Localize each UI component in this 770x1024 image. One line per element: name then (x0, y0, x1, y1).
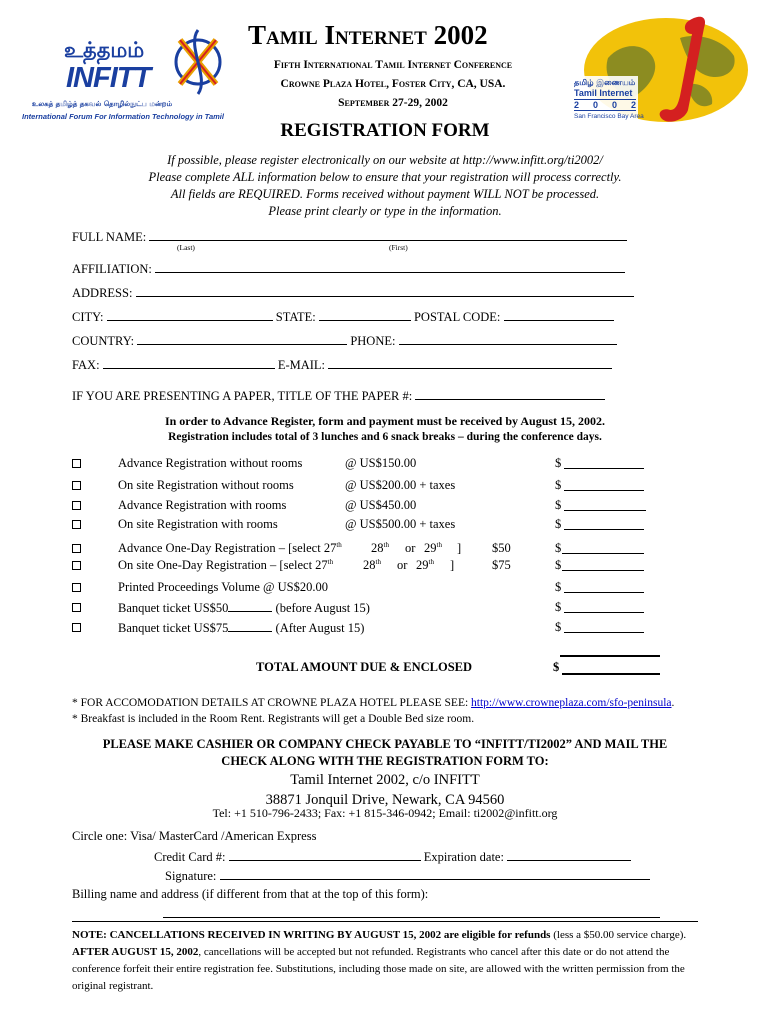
cashier-line: CHECK ALONG WITH THE REGISTRATION FORM TO: (221, 754, 549, 768)
form-title: REGISTRATION FORM (280, 120, 490, 141)
option-row (72, 498, 672, 516)
expiration-field[interactable] (507, 849, 631, 861)
option-checkbox[interactable] (72, 520, 81, 529)
banquet-quantity-field[interactable] (228, 600, 272, 612)
option-label: Advance Registration without rooms (118, 456, 303, 470)
one-day-row (72, 558, 672, 576)
infitt-logo (22, 20, 222, 128)
option-checkbox[interactable] (72, 481, 81, 490)
logo-year-digit: 0 (611, 100, 617, 110)
amount-field[interactable] (564, 468, 644, 469)
day-28: 28th (371, 540, 389, 555)
option-price: @ US$200.00 + taxes (345, 478, 456, 492)
page-title: Tamil Internet 2002 (248, 20, 488, 50)
option-price: @ US$150.00 (345, 456, 417, 470)
phone-field[interactable] (399, 333, 617, 345)
email-field[interactable] (328, 357, 612, 369)
cancellation-bold: NOTE: CANCELLATIONS RECEIVED IN WRITING BY AUGUST 15, 2002 are eligible for refunds (72, 929, 551, 941)
accommodation-notes (72, 695, 674, 727)
credit-card-label: Credit Card #: (154, 850, 226, 864)
amount-field[interactable] (564, 592, 644, 593)
logo-name: Tamil Internet (574, 88, 633, 98)
option-checkbox[interactable] (72, 583, 81, 592)
city-label: CITY: (72, 310, 104, 324)
city-field[interactable] (107, 309, 273, 321)
address-row (72, 285, 634, 301)
affiliation-field[interactable] (155, 261, 625, 273)
logo-tamil-tagline: உலகத் தமிழ்த் தகவல் தொழில்நுட்ப மன்றம் (32, 100, 173, 108)
total-rule (560, 655, 660, 657)
venue-line: Crowne Plaza Hotel, Foster City, CA, USA. (280, 78, 506, 90)
option-checkbox[interactable] (72, 459, 81, 468)
postal-code-label: POSTAL CODE: (413, 310, 501, 324)
payment-instructions (0, 736, 770, 770)
advance-deadline-text: In order to Advance Register, form and payment must be received by August 15, 2002. (164, 414, 606, 428)
postal-code-field[interactable] (504, 309, 614, 321)
amount-field[interactable] (564, 612, 644, 613)
amount-field[interactable] (562, 553, 644, 554)
hotel-link[interactable]: http://www.crowneplaza.com/sfo-peninsula (471, 697, 672, 709)
one-day-row (72, 541, 672, 559)
option-price: @ US$500.00 + taxes (345, 517, 456, 531)
billing-address-field[interactable] (163, 917, 660, 918)
banquet-row (72, 620, 672, 638)
amount-field[interactable] (564, 632, 644, 633)
address-line: 38871 Jonquil Drive, Newark, CA 94560 (265, 792, 505, 808)
state-label: STATE: (275, 310, 316, 324)
one-day-label: Advance One-Day Registration – [select 27th (118, 540, 342, 555)
breakfast-note: * Breakfast is included in the Room Rent. Registrants will get a Double Bed size room. (72, 713, 475, 725)
cancellation-bold: AFTER AUGUST 15, 2002 (72, 946, 199, 958)
dollar-sign: $ (553, 660, 560, 674)
email-label: E-MAIL: (277, 358, 326, 372)
option-row (72, 456, 672, 474)
card-type-choice: Circle one: Visa/ MasterCard /American Express (72, 829, 317, 843)
cancellation-policy (72, 921, 698, 995)
dollar-sign: $ (555, 600, 562, 614)
bracket-close: ] (450, 558, 455, 572)
banquet-label: Banquet ticket US$50 (before August 15) (118, 601, 370, 615)
dollar-sign: $ (555, 517, 562, 531)
last-name-hint: (Last) (177, 243, 195, 252)
logo-tamil-text: தமிழ் இணையம் (574, 78, 636, 87)
address-line: Tamil Internet 2002, c/o INFITT (290, 772, 480, 788)
full-name-field[interactable] (149, 229, 627, 241)
paper-title-field[interactable] (415, 388, 605, 400)
cashier-line: PLEASE MAKE CASHIER OR COMPANY CHECK PAYABLE TO “INFITT/TI2002” AND MAIL THE (102, 737, 668, 751)
or-text: or (397, 558, 408, 572)
affiliation-label: AFFILIATION: (72, 262, 152, 276)
option-checkbox[interactable] (72, 603, 81, 612)
contact-info: Tel: +1 510-796-2433; Fax: +1 815-346-0942; Email: ti2002@infitt.org (212, 806, 558, 820)
meals-included-text: Registration includes total of 3 lunches and 6 snack breaks – during the conference days. (168, 431, 602, 443)
country-row (72, 333, 617, 349)
signature-row (165, 868, 650, 884)
banquet-label: Banquet ticket US$75 (After August 15) (118, 621, 365, 635)
cancellation-text: (less a $50.00 service charge). (550, 929, 687, 941)
fax-row (72, 357, 612, 373)
paper-label: IF YOU ARE PRESENTING A PAPER, TITLE OF THE PAPER #: (72, 389, 413, 403)
state-field[interactable] (319, 309, 411, 321)
billing-label: Billing name and address (if different from that at the top of this form): (72, 887, 429, 901)
fax-label: FAX: (72, 358, 100, 372)
one-day-price: $50 (492, 541, 511, 555)
day-29: 29th (416, 557, 434, 572)
total-label: TOTAL AMOUNT DUE & ENCLOSED (256, 660, 473, 674)
country-field[interactable] (137, 333, 347, 345)
dollar-sign: $ (555, 498, 562, 512)
signature-field[interactable] (220, 868, 650, 880)
option-label: On site Registration without rooms (118, 478, 294, 492)
banquet-row (72, 600, 672, 618)
one-day-price: $75 (492, 558, 511, 572)
logo-tamil-word: உத்தமம் (64, 38, 145, 62)
advance-notice (0, 413, 770, 445)
country-label: COUNTRY: (72, 334, 135, 348)
credit-card-field[interactable] (229, 849, 421, 861)
date-line: September 27-29, 2002 (338, 97, 448, 109)
conference-line: Fifth International Tamil Internet Conference (273, 59, 513, 71)
dollar-sign: $ (555, 456, 562, 470)
amount-field[interactable] (564, 529, 644, 530)
intro-line: Please complete ALL information below to ensure that your registration will process correctly. (148, 170, 622, 184)
proceedings-row (72, 580, 672, 598)
intro-text (0, 152, 770, 220)
day-28: 28th (363, 557, 381, 572)
tamil-internet-2002-logo (568, 10, 752, 128)
dollar-sign: $ (555, 478, 562, 492)
or-text: or (405, 541, 416, 555)
logo-english-tagline: International Forum For Information Technology in Tamil (22, 112, 224, 121)
intro-line: Please print clearly or type in the information. (268, 204, 502, 218)
logo-location: San Francisco Bay Area (574, 113, 644, 120)
banquet-quantity-field[interactable] (228, 620, 272, 632)
fax-field[interactable] (103, 357, 275, 369)
bracket-close: ] (457, 541, 462, 555)
paper-row (72, 388, 605, 404)
logo-year (574, 99, 636, 111)
intro-line: All fields are REQUIRED. Forms received without payment WILL NOT be processed. (170, 187, 600, 201)
full-name-row (72, 229, 627, 245)
option-checkbox[interactable] (72, 623, 81, 632)
proceedings-label: Printed Proceedings Volume @ US$20.00 (118, 580, 329, 594)
logo-brand: INFITT (66, 62, 151, 94)
option-checkbox[interactable] (72, 544, 81, 553)
expiration-label: Expiration date: (423, 850, 504, 864)
logo-year-digit: 2 (574, 100, 580, 110)
logo-year-digit: 2 (630, 100, 636, 110)
amount-field[interactable] (564, 510, 646, 511)
address-label: ADDRESS: (72, 286, 133, 300)
option-row (72, 517, 672, 535)
full-name-label: FULL NAME: (72, 230, 147, 244)
option-row (72, 478, 672, 496)
dollar-sign: $ (555, 620, 562, 634)
knot-icon (170, 26, 226, 98)
option-label: Advance Registration with rooms (118, 498, 287, 512)
option-price: @ US$450.00 (345, 498, 417, 512)
option-checkbox[interactable] (72, 561, 81, 570)
dollar-sign: $ (555, 580, 562, 594)
intro-line: If possible, please register electronically on our website at http://www.infitt.org/ti2002/ (167, 153, 603, 167)
dollar-sign: $ (555, 541, 562, 555)
signature-label: Signature: (165, 869, 217, 883)
address-field[interactable] (136, 285, 634, 297)
cancellation-text: , cancellations will be accepted but not refunded. Registrants who cancel after this date or do not attend the conference forfeit their entire registration fee. Substitutions, including those made on site, are allowed with the written permission from the original registrant. (72, 946, 685, 992)
option-label: On site Registration with rooms (118, 517, 278, 531)
day-29: 29th (424, 540, 442, 555)
logo-year-digit: 0 (592, 100, 598, 110)
conference-info (220, 56, 566, 113)
phone-label: PHONE: (350, 334, 396, 348)
amount-field[interactable] (562, 570, 644, 571)
option-checkbox[interactable] (72, 501, 81, 510)
accommodation-note: * FOR ACCOMODATION DETAILS AT CROWNE PLAZA HOTEL PLEASE SEE: http://www.crowneplaza.com/sfo-peninsula. (72, 697, 675, 709)
amount-field[interactable] (564, 490, 644, 491)
city-row (72, 309, 614, 325)
affiliation-row (72, 261, 625, 277)
dollar-sign: $ (555, 558, 562, 572)
total-amount-field[interactable] (562, 673, 660, 675)
credit-card-row (154, 849, 631, 865)
one-day-label: On site One-Day Registration – [select 27th (118, 557, 334, 572)
mailing-address (0, 770, 770, 810)
first-name-hint: (First) (389, 243, 408, 252)
